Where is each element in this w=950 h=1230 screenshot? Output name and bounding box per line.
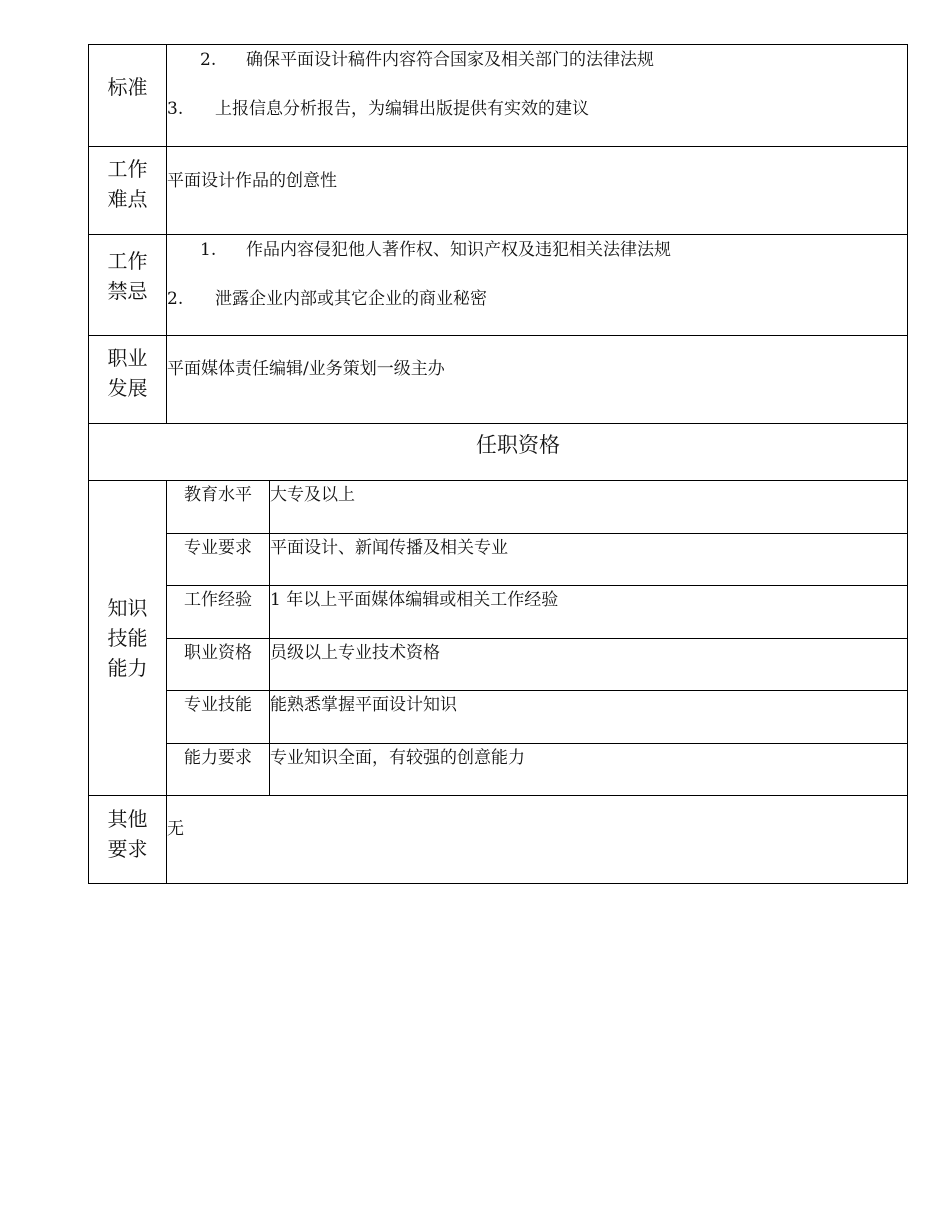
other-content: 无 xyxy=(167,796,908,884)
standard-row xyxy=(89,45,908,147)
qualification-item-label: 教育水平 xyxy=(167,481,270,534)
taboo-item: 2. 泄露企业内部或其它企业的商业秘密 xyxy=(167,289,487,309)
qualification-row xyxy=(89,691,908,744)
difficulty-content: 平面设计作品的创意性 xyxy=(167,147,908,235)
career-row xyxy=(89,336,908,424)
qualification-item-label: 专业要求 xyxy=(167,534,270,586)
qualification-row xyxy=(89,534,908,586)
standard-item: 3. 上报信息分析报告，为编辑出版提供有实效的建议 xyxy=(167,99,589,119)
qualification-item-label: 专业技能 xyxy=(167,691,270,744)
standard-content xyxy=(167,45,908,147)
knowledge-skill-label: 知识 技能 能力 xyxy=(89,481,167,796)
qualification-item-value: 大专及以上 xyxy=(270,481,908,534)
taboo-label: 工作 禁忌 xyxy=(89,235,167,336)
qualification-item-value: 专业知识全面，有较强的创意能力 xyxy=(270,744,908,796)
qualification-row xyxy=(89,639,908,691)
qualification-item-value: 能熟悉掌握平面设计知识 xyxy=(270,691,908,744)
qualification-item-value: 1 年以上平面媒体编辑或相关工作经验 xyxy=(270,586,908,639)
qualification-item-label: 能力要求 xyxy=(167,744,270,796)
job-description-table xyxy=(88,44,908,884)
taboo-row xyxy=(89,235,908,336)
other-row xyxy=(89,796,908,884)
difficulty-label: 工作 难点 xyxy=(89,147,167,235)
taboo-item: 1. 作品内容侵犯他人著作权、知识产权及违犯相关法律法规 xyxy=(200,240,671,260)
career-label: 职业 发展 xyxy=(89,336,167,424)
qualification-item-label: 工作经验 xyxy=(167,586,270,639)
standard-item: 2. 确保平面设计稿件内容符合国家及相关部门的法律法规 xyxy=(200,50,654,70)
qualification-item-value: 平面设计、新闻传播及相关专业 xyxy=(270,534,908,586)
career-content: 平面媒体责任编辑/业务策划一级主办 xyxy=(167,336,908,424)
difficulty-row xyxy=(89,147,908,235)
qualification-header-row xyxy=(89,424,908,481)
qualification-row xyxy=(89,744,908,796)
other-label: 其他 要求 xyxy=(89,796,167,884)
taboo-content xyxy=(167,235,908,336)
section-title: 任职资格 xyxy=(89,424,908,481)
qualification-row xyxy=(89,586,908,639)
standard-label: 标准 xyxy=(89,45,167,147)
qualification-item-label: 职业资格 xyxy=(167,639,270,691)
qualification-item-value: 员级以上专业技术资格 xyxy=(270,639,908,691)
qualification-row xyxy=(89,481,908,534)
